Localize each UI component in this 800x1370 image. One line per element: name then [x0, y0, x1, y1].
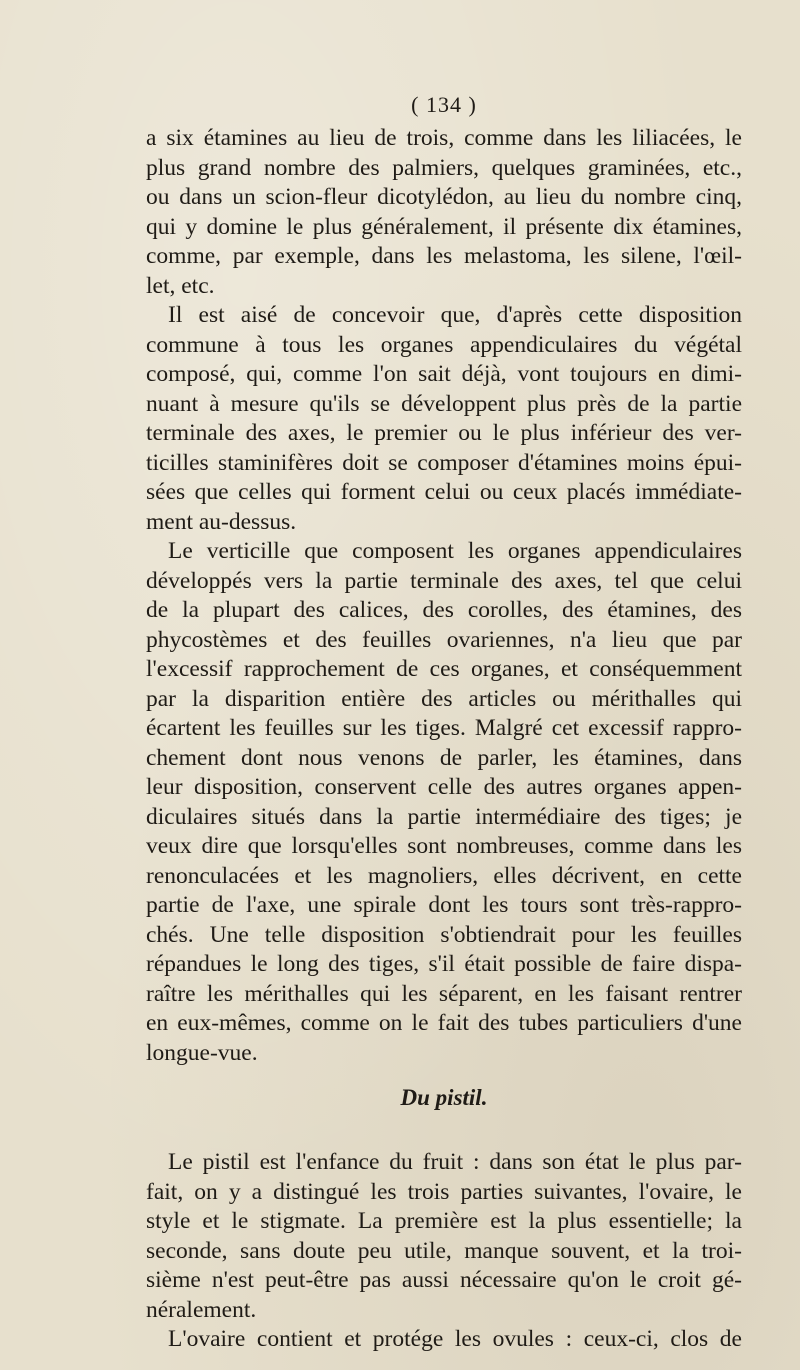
text-line: chement dont nous venons de parler, les étamines, dans: [146, 744, 742, 771]
text-line: ment au-dessus.: [146, 508, 297, 535]
text-line: renonculacées et les magnoliers, elles décrivent, en cette: [146, 862, 742, 889]
text-line: ticilles staminifères doit se composer d'étamines moins épui-: [146, 449, 742, 476]
text-line: en eux-mêmes, comme on le fait des tubes particuliers d'une: [146, 1010, 742, 1036]
text-line: fait, on y a distingué les trois parties suivantes, l'ovaire, le: [146, 1178, 742, 1205]
text-line: Le pistil est l'enfance du fruit : dans son état le plus par-: [168, 1149, 742, 1175]
text-line: longue-vue.: [146, 1039, 258, 1066]
paragraph-3: [146, 537, 742, 1068]
page-number: ( 134 ): [411, 92, 477, 117]
text-line: sième n'est peut-être pas aussi nécessaire qu'on le croit gé-: [146, 1267, 742, 1293]
text-line: de la plupart des calices, des corolles, des étamines, des: [146, 597, 742, 623]
text-line: leur disposition, conservent celle des autres organes appen-: [146, 774, 742, 800]
text-line: chés. Une telle disposition s'obtiendrait pour les feuilles: [146, 921, 742, 948]
text-line: phycostèmes et des feuilles ovariennes, n'a lieu que par: [146, 626, 742, 653]
text-line: let, etc.: [146, 272, 215, 299]
text-line: commune à tous les organes appendiculaires du végétal: [146, 331, 742, 358]
text-line: répandues le long des tiges, s'il était possible de faire dispa-: [146, 951, 742, 977]
text-line: ou dans un scion-fleur dicotylédon, au lieu du nombre cinq,: [146, 184, 742, 210]
text-line: veux dire que lorsqu'elles sont nombreuses, comme dans les: [146, 833, 742, 859]
paragraph-2: [146, 301, 742, 537]
text-line: néralement.: [146, 1296, 257, 1323]
text-line: style et le stigmate. La première est la plus essentielle; la: [146, 1208, 742, 1234]
text-line: terminale des axes, le premier ou le plus inférieur des ver-: [146, 420, 742, 446]
text-line: a six étamines au lieu de trois, comme dans les liliacées, le: [146, 125, 742, 151]
text-line: plus grand nombre des palmiers, quelques graminées, etc.,: [146, 154, 742, 181]
text-line: comme, par exemple, dans les melastoma, les silene, l'œil-: [146, 243, 742, 269]
section-heading: Du pistil.: [400, 1085, 488, 1110]
paragraph-1: [146, 124, 742, 301]
paragraph-5: [146, 1325, 742, 1355]
text-line: Il est aisé de concevoir que, d'après cette disposition: [168, 302, 742, 328]
text-line: L'ovaire contient et protége les ovules : ceux-ci, clos de: [168, 1326, 742, 1352]
text-line: développés vers la partie terminale des axes, tel que celui: [146, 567, 742, 594]
text-line: seconde, sans doute peu utile, manque souvent, et la troi-: [146, 1237, 742, 1264]
text-line: l'excessif rapprochement de ces organes, et conséquemment: [146, 656, 742, 682]
text-line: écartent les feuilles sur les tiges. Malgré cet excessif rappro-: [146, 715, 742, 741]
text-line: composé, qui, comme l'on sait déjà, vont toujours en dimi-: [146, 361, 742, 387]
text-line: sées que celles qui forment celui ou ceux placés immédiate-: [146, 479, 742, 505]
text-line: par la disparition entière des articles ou mérithalles qui: [146, 685, 742, 712]
text-block: [146, 92, 742, 1355]
text-line: Le verticille que composent les organes appendiculaires: [168, 538, 742, 564]
text-line: raître les mérithalles qui les séparent, en les faisant rentrer: [146, 980, 742, 1007]
text-line: nuant à mesure qu'ils se développent plus près de la partie: [146, 390, 742, 417]
text-line: partie de l'axe, une spirale dont les tours sont très-rappro-: [146, 892, 742, 918]
text-line: diculaires situés dans la partie intermédiaire des tiges; je: [146, 803, 742, 830]
paragraph-4: [146, 1148, 742, 1325]
text-line: qui y domine le plus généralement, il présente dix étamines,: [146, 213, 742, 240]
